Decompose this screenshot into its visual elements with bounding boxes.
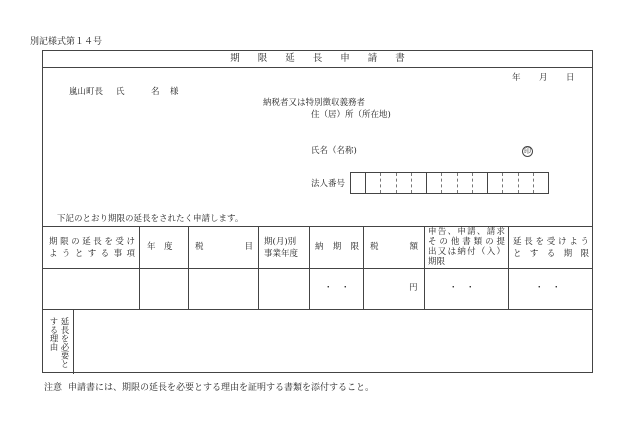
- addressee-honorific: 様: [170, 87, 179, 97]
- corp-number-box[interactable]: [381, 173, 396, 193]
- corp-number-box[interactable]: [488, 173, 503, 193]
- table-top-line: [43, 226, 592, 227]
- name-label: 氏名（名称): [311, 146, 357, 156]
- note-label: 注意: [44, 383, 63, 393]
- corp-number-box[interactable]: [534, 173, 548, 193]
- row-bottom-line: [43, 309, 592, 310]
- header-due-date: 納期限: [315, 242, 359, 252]
- corp-number-box[interactable]: [503, 173, 518, 193]
- note-text: 申請書には、期限の延長を必要とする理由を証明する書類を添付すること。: [68, 383, 375, 393]
- corp-number-label: 法人番号: [311, 179, 346, 189]
- header-year: 年 度: [147, 242, 173, 252]
- header-period-line1: 期(月)別: [264, 237, 297, 247]
- col-divider: [188, 226, 189, 309]
- title-divider: [43, 67, 592, 68]
- form-title: 期限延長申請書: [230, 53, 423, 64]
- address-label: 住（居）所（所在地): [311, 110, 391, 120]
- seal-mark: 印: [524, 147, 531, 155]
- applicant-role: 納税者又は特別徴収義務者: [263, 98, 366, 108]
- col-divider: [508, 226, 509, 309]
- col-divider: [363, 226, 364, 309]
- header-item-line1: 期限の延長を受け: [49, 237, 135, 247]
- header-filing-line2: その他書類の提: [428, 237, 505, 247]
- date-day-label: 日: [566, 73, 575, 83]
- corp-number-box[interactable]: [397, 173, 412, 193]
- corp-number-boxes[interactable]: [350, 172, 549, 194]
- corp-number-box[interactable]: [366, 173, 381, 193]
- header-bottom-line: [43, 268, 592, 269]
- amount-unit: 円: [409, 283, 418, 293]
- corp-number-box[interactable]: [412, 173, 427, 193]
- col-divider: [424, 226, 425, 309]
- addressee-shi: 氏: [116, 87, 125, 97]
- date-month-label: 月: [539, 73, 548, 83]
- reason-divider: [73, 309, 74, 374]
- due-date-field[interactable]: ・ ・: [324, 283, 350, 293]
- form-number: 別記様式第１４号: [30, 37, 103, 47]
- header-filing-line3: 出又は納付（入）: [428, 247, 505, 257]
- corp-number-box[interactable]: [427, 173, 442, 193]
- addressee-town: 嵐山町長: [69, 87, 104, 97]
- addressee-name-label: 名: [151, 87, 160, 97]
- corp-number-box[interactable]: [442, 173, 457, 193]
- col-divider: [139, 226, 140, 309]
- header-extended-line1: 延長を受けよう: [513, 237, 589, 247]
- corp-number-box[interactable]: [473, 173, 488, 193]
- header-filing-line4: 期限: [428, 257, 446, 267]
- header-tax-item: 税 目: [195, 242, 253, 252]
- extended-deadline-field[interactable]: ・ ・: [535, 283, 561, 293]
- header-amount: 税 額: [370, 242, 418, 252]
- reason-label: 延長を必要とする理由: [48, 317, 69, 368]
- date-year-label: 年: [512, 73, 521, 83]
- col-divider: [258, 226, 259, 309]
- corp-number-box[interactable]: [519, 173, 534, 193]
- header-extended-line2: とする期限: [513, 249, 589, 259]
- filing-deadline-field[interactable]: ・ ・: [449, 283, 475, 293]
- col-divider: [309, 226, 310, 309]
- header-filing-line1: 申告、申請、請求: [428, 227, 505, 237]
- request-text: 下記のとおり期限の延長をされたく申請します。: [57, 214, 244, 224]
- corp-number-box[interactable]: [351, 173, 366, 193]
- application-form: [42, 50, 593, 373]
- corp-number-box[interactable]: [458, 173, 473, 193]
- header-item-line2: ようとする事項: [49, 249, 135, 259]
- header-period-line2: 事業年度: [264, 249, 299, 259]
